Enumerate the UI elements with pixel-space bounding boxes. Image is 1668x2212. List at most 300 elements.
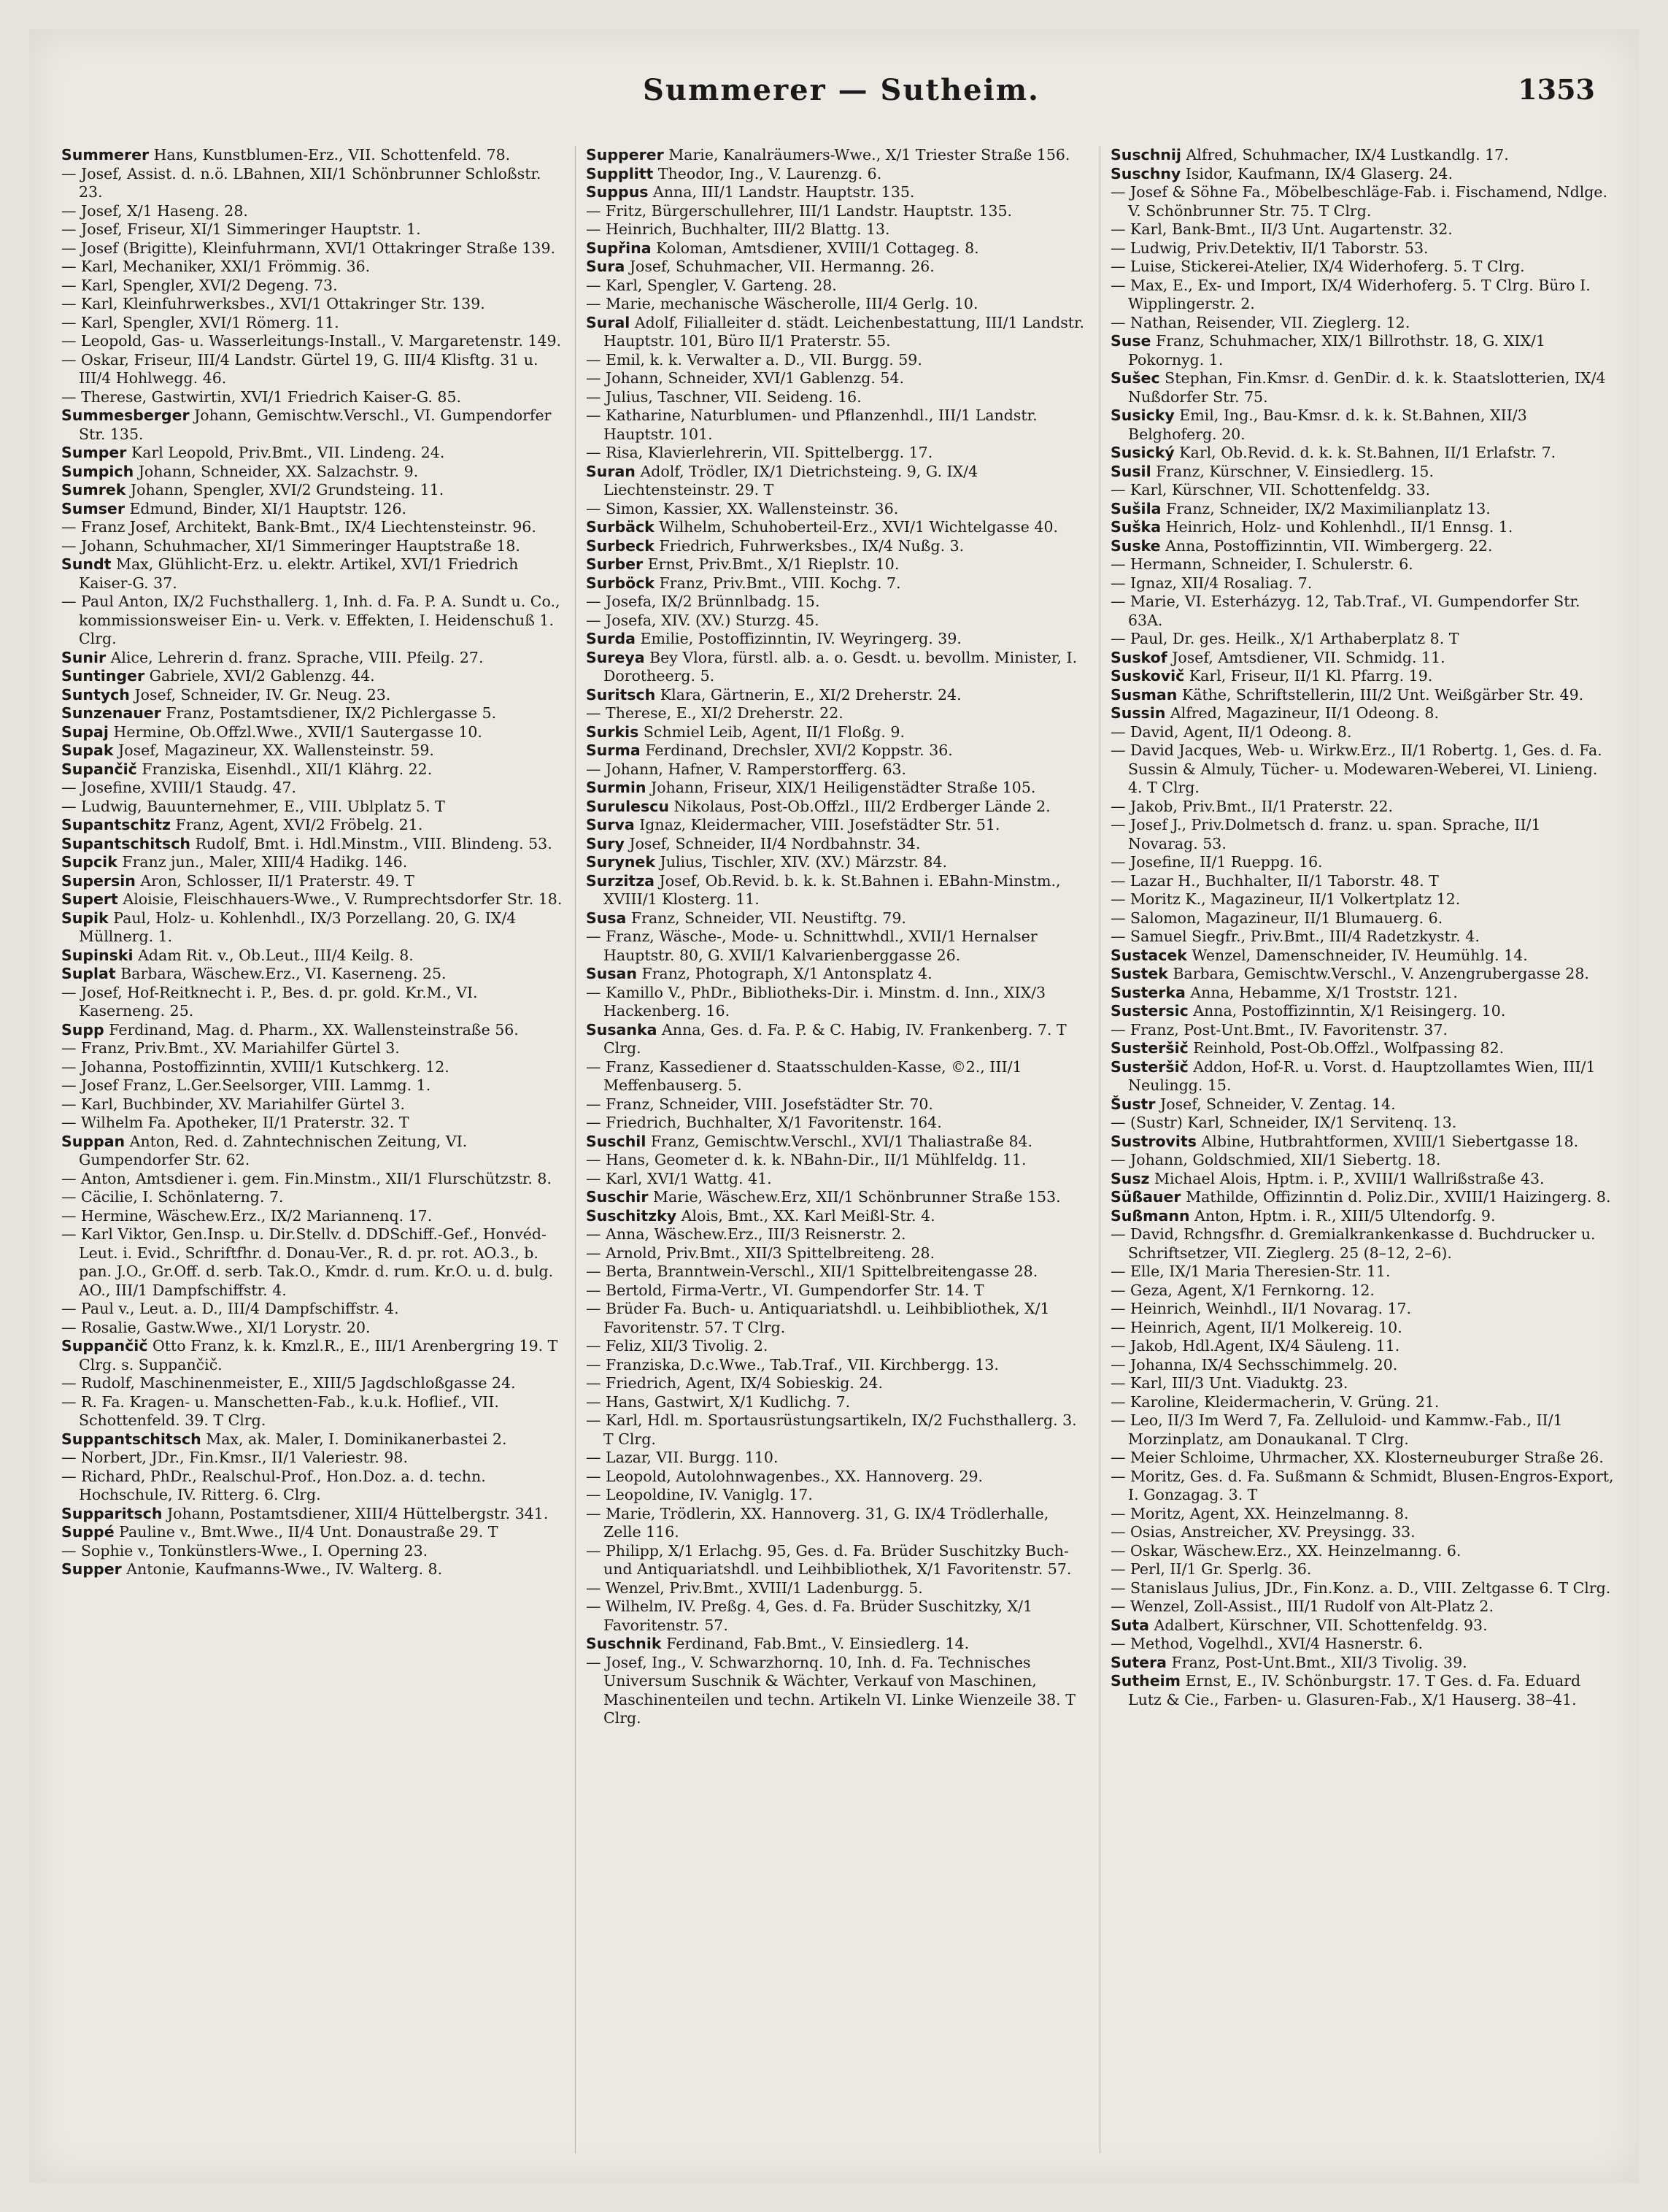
entry-details: Alice, Lehrerin d. franz. Sprache, VIII. Pfeilg. 27. xyxy=(110,648,484,666)
entry-details: Hermine, Ob.Offzl.Wwe., XVII/1 Sautergasse 10. xyxy=(113,722,482,741)
entry-details: — Karl, Hdl. m. Sportausrüstungsartikeln, IX/2 Fuchsthallerg. 3. T Clrg. xyxy=(586,1411,1077,1448)
entry-details: — Luise, Stickerei-Atelier, IX/4 Widerhoferg. 5. T Clrg. xyxy=(1111,258,1525,275)
entry-details: — Therese, Gastwirtin, XVI/1 Friedrich Kaiser-G. 85. xyxy=(61,388,462,406)
directory-entry xyxy=(586,1579,1089,1598)
entry-surname: Sunir xyxy=(61,648,107,666)
directory-entry xyxy=(61,388,565,407)
entry-details: — Osias, Anstreicher, XV. Preysingg. 33. xyxy=(1111,1523,1416,1541)
entry-details: — R. Fa. Kragen- u. Manschetten-Fab., k.u.k. Hoflief., VII. Schottenfeld. 39. T Clrg. xyxy=(61,1392,499,1429)
directory-entry xyxy=(586,165,1089,184)
directory-entry xyxy=(61,984,565,1021)
entry-surname: Sureya xyxy=(586,648,645,666)
entry-details: — Johann, Goldschmied, XII/1 Siebertg. 18. xyxy=(1111,1151,1441,1168)
entry-details: — Hans, Geometer d. k. k. NBahn-Dir., II/1 Mühlfeldg. 11. xyxy=(586,1151,1027,1168)
directory-entry xyxy=(586,965,1089,984)
entry-details: — Karl, Spengler, XVI/2 Degeng. 73. xyxy=(61,276,338,294)
entry-surname: Surulescu xyxy=(586,797,669,815)
entry-details: — Franziska, D.c.Wwe., Tab.Traf., VII. Kirchbergg. 13. xyxy=(586,1355,999,1373)
entry-details: — Berta, Branntwein-Verschl., XII/1 Spittelbreitengasse 28. xyxy=(586,1263,1038,1280)
directory-entry xyxy=(61,314,565,333)
directory-entry xyxy=(1111,1207,1614,1226)
entry-details: — Karl, Bank-Bmt., II/3 Unt. Augartenstr. 32. xyxy=(1111,220,1453,238)
entry-details: — Leopold, Autolohnwagenbes., XX. Hannoverg. 29. xyxy=(586,1467,984,1485)
directory-entry xyxy=(61,1225,565,1300)
directory-entry xyxy=(1111,1468,1614,1505)
entry-surname: Supersin xyxy=(61,871,136,890)
entry-surname: Sutera xyxy=(1111,1653,1167,1671)
directory-entry xyxy=(61,723,565,742)
directory-entry xyxy=(586,239,1089,258)
directory-entry xyxy=(1111,853,1614,872)
entry-surname: Süßauer xyxy=(1111,1188,1181,1206)
entry-details: Johann, Schneider, XX. Salzachstr. 9. xyxy=(138,462,419,480)
entry-details: — Sophie v., Tonkünstlers-Wwe., I. Operning 23. xyxy=(61,1541,428,1560)
entry-details: Marie, Kanalräumers-Wwe., X/1 Triester Straße 156. xyxy=(668,146,1070,163)
entry-details: Max, ak. Maler, I. Dominikanerbastei 2. xyxy=(206,1430,507,1448)
directory-entry xyxy=(586,593,1089,612)
directory-entry xyxy=(586,835,1089,854)
entry-details: — Therese, E., XI/2 Dreherstr. 22. xyxy=(586,704,843,722)
directory-entry xyxy=(61,1523,565,1542)
entry-details: — Hans, Gastwirt, X/1 Kudlichg. 7. xyxy=(586,1392,851,1411)
entry-surname: Suschny xyxy=(1111,164,1181,182)
entry-surname: Susicky xyxy=(1111,406,1175,424)
directory-entry xyxy=(1111,277,1614,314)
entry-surname: Suschitzky xyxy=(586,1206,677,1225)
entry-details: — Salomon, Magazineur, II/1 Blumauerg. 6. xyxy=(1111,909,1443,927)
entry-details: Anna, Hebamme, X/1 Troststr. 121. xyxy=(1190,983,1458,1001)
entry-surname: Susan xyxy=(586,965,637,982)
entry-details: — Method, Vogelhdl., XVI/4 Hasnerstr. 6. xyxy=(1111,1635,1424,1652)
entry-details: Adolf, Trödler, IX/1 Dietrichsteing. 9, G. IX/4 Liechtensteinstr. 29. T xyxy=(603,462,978,498)
entry-details: — Johann, Schuhmacher, XI/1 Simmeringer Hauptstraße 18. xyxy=(61,536,520,555)
directory-entry xyxy=(61,555,565,593)
directory-entry xyxy=(1111,816,1614,853)
directory-entry xyxy=(586,1058,1089,1095)
directory-entry xyxy=(586,760,1089,779)
entry-surname: Suske xyxy=(1111,536,1161,555)
entry-details: — Ludwig, Priv.Detektiv, II/1 Taborstr. 53. xyxy=(1111,239,1429,257)
entry-details: — Josef, Ing., V. Schwarzhornq. 10, Inh. d. Fa. Technisches Universum Suschnik & Wächter, Verkauf von Maschinen, Maschinenteilen und techn. Artikeln VI. Linke Wienzeile 38. T Clrg. xyxy=(586,1653,1076,1727)
directory-entry xyxy=(1111,984,1614,1003)
directory-entry xyxy=(1111,1225,1614,1263)
column-1 xyxy=(51,146,576,2154)
entry-details: Emilie, Postoffizinntin, IV. Weyringerg. 39. xyxy=(640,630,962,647)
directory-entry xyxy=(586,704,1089,723)
directory-entry xyxy=(586,220,1089,239)
entry-details: — Karl, Kleinfuhrwerksbes., XVI/1 Ottakringer Str. 139. xyxy=(61,295,485,312)
entry-details: — Wilhelm Fa. Apotheker, II/1 Praterstr. 32. T xyxy=(61,1114,409,1131)
entry-details: — Paul, Dr. ges. Heilk., X/1 Arthaberplatz 8. T xyxy=(1111,630,1459,647)
entry-details: Franz jun., Maler, XIII/4 Hadikg. 146. xyxy=(122,853,408,871)
entry-surname: Supparitsch xyxy=(61,1504,163,1522)
directory-entry xyxy=(1111,1002,1614,1021)
directory-entry xyxy=(1111,1058,1614,1095)
directory-entry xyxy=(1111,1133,1614,1152)
entry-details: — Leopoldine, IV. Vaniglg. 17. xyxy=(586,1486,813,1503)
entry-surname: Susteršič xyxy=(1111,1039,1189,1057)
directory-entry xyxy=(61,1468,565,1505)
entry-surname: Susterka xyxy=(1111,983,1186,1001)
entry-details: Johann, Gemischtw.Verschl., VI. Gumpendorfer Str. 135. xyxy=(79,406,552,443)
directory-entry xyxy=(61,649,565,668)
directory-entry xyxy=(1111,1523,1614,1542)
directory-entry xyxy=(586,1282,1089,1300)
entry-details: — Josef, Hof-Reitknecht i. P., Bes. d. pr. gold. Kr.M., VI. Kaserneng. 25. xyxy=(61,983,478,1020)
entry-details: — Brüder Fa. Buch- u. Antiquariatshdl. u. Leihbibliothek, X/1 Favoritenstr. 57. T Clrg. xyxy=(586,1300,1050,1336)
entry-details: Emil, Ing., Bau-Kmsr. d. k. k. St.Bahnen, XII/3 Belghoferg. 20. xyxy=(1128,406,1527,443)
entry-details: — Geza, Agent, X/1 Fernkorng. 12. xyxy=(1111,1281,1375,1299)
entry-surname: Suschnik xyxy=(586,1635,662,1652)
directory-entry xyxy=(586,1300,1089,1337)
directory-entry xyxy=(1111,258,1614,277)
directory-entry xyxy=(61,444,565,463)
directory-entry xyxy=(586,686,1089,705)
entry-details: Theodor, Ing., V. Laurenzg. 6. xyxy=(657,164,882,182)
entry-surname: Susman xyxy=(1111,685,1178,704)
entry-details: Franz, Schuhmacher, XIX/1 Billrothstr. 18, G. XIX/1 Pokornyg. 1. xyxy=(1128,332,1545,369)
entry-details: Bey Vlora, fürstl. alb. a. o. Gesdt. u. bevollm. Minister, I. Dorotheerg. 5. xyxy=(603,648,1078,685)
directory-entry xyxy=(1111,1300,1614,1319)
directory-entry xyxy=(1111,183,1614,220)
directory-entry xyxy=(586,1151,1089,1170)
directory-entry xyxy=(61,686,565,705)
entry-surname: Surynek xyxy=(586,853,655,871)
entry-details: Otto Franz, k. k. Kmzl.R., E., III/1 Arenbergring 19. T Clrg. s. Suppančič. xyxy=(79,1337,558,1373)
entry-details: — Johanna, Postoffizinntin, XVIII/1 Kutschkerg. 12. xyxy=(61,1057,449,1076)
entry-details: Johann, Spengler, XVI/2 Grundsteing. 11. xyxy=(130,481,444,498)
directory-entry xyxy=(1111,741,1614,798)
entry-details: Käthe, Schriftstellerin, III/2 Unt. Weißgärber Str. 49. xyxy=(1181,685,1584,704)
entry-details: Franz, Schneider, IX/2 Maximilianplatz 13. xyxy=(1165,499,1491,517)
directory-entry xyxy=(61,258,565,277)
directory-entry xyxy=(1111,909,1614,928)
directory-entry xyxy=(61,1560,565,1579)
directory-entry xyxy=(1111,947,1614,966)
directory-entry xyxy=(586,798,1089,817)
entry-details: — Josef (Brigitte), Kleinfuhrmann, XVI/1 Ottakringer Straße 139. xyxy=(61,239,556,257)
entry-details: — Arnold, Priv.Bmt., XII/3 Spittelbreiteng. 28. xyxy=(586,1244,935,1262)
directory-entry xyxy=(586,649,1089,686)
entry-details: — Karl, Spengler, XVI/1 Römerg. 11. xyxy=(61,313,339,331)
entry-surname: Sušec xyxy=(1111,369,1160,387)
entry-details: — Karl, Spengler, V. Garteng. 28. xyxy=(586,276,837,294)
entry-details: Josef, Schneider, II/4 Nordbahnstr. 34. xyxy=(629,834,921,852)
entry-surname: Suschir xyxy=(586,1188,649,1206)
entry-surname: Surzitza xyxy=(586,871,655,890)
entry-details: Barbara, Gemischtw.Verschl., V. Anzengrubergasse 28. xyxy=(1173,965,1589,982)
entry-details: — Perl, II/1 Gr. Sperlg. 36. xyxy=(1111,1560,1312,1578)
directory-entry xyxy=(586,1356,1089,1375)
directory-entry xyxy=(61,481,565,500)
entry-details: Ernst, E., IV. Schönburgstr. 17. T Ges. d. Fa. Eduard Lutz & Cie., Farben- u. Glasuren-Fab., X/1 Hauserg. 38–41. xyxy=(1128,1672,1581,1708)
entry-details: Stephan, Fin.Kmsr. d. GenDir. d. k. k. Staatslotterien, IX/4 Nußdorfer Str. 75. xyxy=(1128,369,1606,406)
entry-details: — Nathan, Reisender, VII. Zieglerg. 12. xyxy=(1111,313,1410,331)
entry-details: — Friedrich, Agent, IX/4 Sobieskig. 24. xyxy=(586,1374,884,1392)
entry-details: — Marie, VI. Esterházyg. 12, Tab.Traf., VI. Gumpendorfer Str. 63A. xyxy=(1111,593,1580,629)
directory-entry xyxy=(1111,1411,1614,1449)
directory-entry xyxy=(61,1039,565,1058)
directory-entry xyxy=(61,1337,565,1374)
entry-surname: Suplat xyxy=(61,965,116,982)
entry-details: Max, Glühlicht-Erz. u. elektr. Artikel, XVI/1 Friedrich Kaiser-G. 37. xyxy=(79,555,519,592)
column-2 xyxy=(576,146,1100,2154)
directory-entry xyxy=(586,183,1089,202)
entry-details: — David, Rchngsfhr. d. Gremialkrankenkasse d. Buchdrucker u. Schriftsetzer, VII. Zieglerg. 25 (8–12, 2–6). xyxy=(1111,1225,1596,1262)
entry-details: — Heinrich, Weinhdl., II/1 Novarag. 17. xyxy=(1111,1300,1412,1317)
directory-entry xyxy=(61,909,565,947)
entry-details: Karl Leopold, Priv.Bmt., VII. Lindeng. 24. xyxy=(131,444,445,461)
directory-entry xyxy=(1111,1356,1614,1375)
directory-entry xyxy=(61,518,565,537)
entry-details: Alfred, Schuhmacher, IX/4 Lustkandlg. 17. xyxy=(1186,146,1509,163)
entry-details: Nikolaus, Post-Ob.Offzl., III/2 Erdberger Lände 2. xyxy=(673,797,1051,815)
directory-entry xyxy=(1111,1319,1614,1338)
directory-entry xyxy=(61,332,565,351)
entry-surname: Surber xyxy=(586,555,644,573)
directory-entry xyxy=(586,1095,1089,1114)
directory-entry xyxy=(61,1076,565,1095)
entry-details: — Josef Franz, L.Ger.Seelsorger, VIII. Lammg. 1. xyxy=(61,1076,431,1094)
directory-entry xyxy=(586,1505,1089,1542)
entry-details: — Josefa, XIV. (XV.) Sturzg. 45. xyxy=(586,611,819,629)
entry-details: Paul, Holz- u. Kohlenhdl., IX/3 Porzellang. 20, G. IX/4 Müllnerg. 1. xyxy=(79,909,517,945)
directory-entry xyxy=(586,1207,1089,1226)
directory-entry xyxy=(1111,220,1614,239)
directory-entry xyxy=(1111,890,1614,909)
directory-entry xyxy=(61,1319,565,1338)
entry-surname: Sušila xyxy=(1111,499,1162,517)
entry-surname: Sumper xyxy=(61,444,127,461)
directory-entry xyxy=(61,1021,565,1040)
directory-entry xyxy=(1111,1654,1614,1673)
entry-details: — Anton, Amtsdiener i. gem. Fin.Minstm., XII/1 Flurschützstr. 8. xyxy=(61,1169,552,1187)
directory-entry xyxy=(586,202,1089,221)
entry-details: — Josefa, IX/2 Brünnlbadg. 15. xyxy=(586,593,820,610)
entry-surname: Surböck xyxy=(586,574,655,592)
directory-entry xyxy=(61,890,565,909)
directory-entry xyxy=(586,1225,1089,1244)
entry-details: Aloisie, Fleischhauers-Wwe., V. Rumprechtsdorfer Str. 18. xyxy=(123,890,563,908)
entry-surname: Sumrek xyxy=(61,481,126,498)
entry-details: Antonie, Kaufmanns-Wwe., IV. Walterg. 8. xyxy=(126,1560,443,1578)
entry-surname: Surmin xyxy=(586,779,646,796)
entry-details: Adam Rit. v., Ob.Leut., III/4 Keilg. 8. xyxy=(138,946,414,964)
directory-entry xyxy=(61,872,565,891)
directory-entry xyxy=(1111,1449,1614,1468)
directory-entry xyxy=(586,779,1089,798)
directory-entry xyxy=(1111,798,1614,817)
entry-details: — Elle, IX/1 Maria Theresien-Str. 11. xyxy=(1111,1263,1391,1280)
entry-details: Johann, Friseur, XIX/1 Heiligenstädter Straße 105. xyxy=(650,779,1036,796)
directory-entry xyxy=(586,1374,1089,1393)
entry-surname: Surbäck xyxy=(586,518,655,536)
directory-entry xyxy=(1111,1616,1614,1635)
entry-details: — (Sustr) Karl, Schneider, IX/1 Servitenq. 13. xyxy=(1111,1114,1457,1131)
directory-entry xyxy=(586,1188,1089,1207)
entry-surname: Susil xyxy=(1111,462,1151,480)
entry-surname: Suntych xyxy=(61,685,130,704)
entry-surname: Supak xyxy=(61,741,114,759)
page-header xyxy=(73,73,1610,131)
entry-details: — Franz, Priv.Bmt., XV. Mariahilfer Gürtel 3. xyxy=(61,1039,400,1057)
entry-surname: Sussin xyxy=(1111,704,1166,722)
entry-surname: Susteršič xyxy=(1111,1057,1189,1076)
entry-details: Ignaz, Kleidermacher, VIII. Josefstädter Str. 51. xyxy=(639,816,1000,833)
entry-surname: Supcik xyxy=(61,853,117,871)
directory-entry xyxy=(1111,481,1614,500)
entry-details: — Lazar H., Buchhalter, II/1 Taborstr. 48. T xyxy=(1111,871,1439,890)
entry-details: — Marie, mechanische Wäscherolle, III/4 Gerlg. 10. xyxy=(586,295,978,312)
entry-details: Rudolf, Bmt. i. Hdl.Minstm., VIII. Blindeng. 53. xyxy=(195,834,552,852)
entry-surname: Sustersic xyxy=(1111,1002,1189,1020)
entry-details: — Anna, Wäschew.Erz., III/3 Reisnerstr. 2. xyxy=(586,1225,906,1243)
directory-entry xyxy=(586,295,1089,314)
entry-surname: Surma xyxy=(586,741,641,759)
directory-entry xyxy=(61,1505,565,1524)
directory-entry xyxy=(61,463,565,482)
entry-details: — Marie, Trödlerin, XX. Hannoverg. 31, G. IX/4 Trödlerhalle, Zelle 116. xyxy=(586,1504,1049,1541)
entry-details: — Josef, Assist. d. n.ö. LBahnen, XII/1 Schönbrunner Schloßstr. 23. xyxy=(61,164,541,201)
entry-details: — Wenzel, Priv.Bmt., XVIII/1 Ladenburgg. 5. xyxy=(586,1579,923,1597)
directory-entry xyxy=(586,388,1089,407)
directory-entry xyxy=(1111,1188,1614,1207)
directory-entry xyxy=(586,1486,1089,1505)
entry-details: Franz, Kürschner, V. Einsiedlerg. 15. xyxy=(1156,462,1434,480)
directory-entry xyxy=(61,1058,565,1077)
entry-surname: Sural xyxy=(586,313,630,331)
entry-details: — Johann, Hafner, V. Ramperstorfferg. 63. xyxy=(586,760,907,778)
directory-entry xyxy=(1111,406,1614,444)
entry-details: Aron, Schlosser, II/1 Praterstr. 49. T xyxy=(140,871,414,890)
entry-surname: Suppantschitsch xyxy=(61,1430,201,1448)
directory-entry xyxy=(61,835,565,854)
directory-entry xyxy=(586,500,1089,519)
directory-entry xyxy=(61,295,565,314)
directory-entry xyxy=(586,984,1089,1021)
entry-details: — Karl, Buchbinder, XV. Mariahilfer Gürtel 3. xyxy=(61,1095,405,1113)
entry-surname: Suppé xyxy=(61,1523,115,1541)
entry-surname: Supper xyxy=(61,1560,122,1578)
entry-surname: Susanka xyxy=(586,1020,657,1038)
entry-details: Klara, Gärtnerin, E., XI/2 Dreherstr. 24. xyxy=(660,685,962,704)
entry-details: Franz, Postamtsdiener, IX/2 Pichlergasse 5. xyxy=(166,704,497,722)
directory-entry xyxy=(586,518,1089,537)
entry-details: — Oskar, Wäschew.Erz., XX. Heinzelmanng. 6. xyxy=(1111,1541,1462,1560)
entry-details: — Karl, Mechaniker, XXI/1 Frömmig. 36. xyxy=(61,258,371,275)
entry-surname: Sumpich xyxy=(61,462,134,480)
entry-surname: Supperer xyxy=(586,146,664,163)
entry-details: — Franz, Schneider, VIII. Josefstädter Str. 70. xyxy=(586,1095,933,1113)
directory-entry xyxy=(1111,444,1614,463)
directory-entry xyxy=(61,1133,565,1170)
entry-details: Anna, Ges. d. Fa. P. & C. Habig, IV. Frankenberg. 7. T Clrg. xyxy=(603,1020,1067,1057)
entry-surname: Sumser xyxy=(61,499,125,517)
entry-details: — Philipp, X/1 Erlachg. 95, Ges. d. Fa. Brüder Suschitzky Buch- und Antiquariatshdl. und Leihbibliothek, X/1 Favoritenstr. 57. xyxy=(586,1541,1072,1578)
directory-entry xyxy=(61,704,565,723)
directory-entry xyxy=(1111,630,1614,649)
entry-surname: Suška xyxy=(1111,518,1162,536)
directory-entry xyxy=(586,1411,1089,1449)
entry-details: — Emil, k. k. Verwalter a. D., VII. Burgg. 59. xyxy=(586,350,922,369)
directory-entry xyxy=(61,202,565,221)
entry-surname: Suskof xyxy=(1111,648,1167,666)
entry-details: — Josef, X/1 Haseng. 28. xyxy=(61,201,248,220)
directory-entry xyxy=(61,165,565,202)
entry-surname: Suran xyxy=(586,462,636,480)
entry-surname: Susz xyxy=(1111,1169,1150,1187)
directory-entry xyxy=(61,1300,565,1319)
entry-details: — Jakob, Priv.Bmt., II/1 Praterstr. 22. xyxy=(1111,797,1394,815)
entry-surname: Summerer xyxy=(61,146,150,163)
directory-entry xyxy=(586,1114,1089,1133)
entry-details: Wilhelm, Schuhoberteil-Erz., XVI/1 Wichtelgasse 40. xyxy=(659,518,1059,536)
entry-details: Anna, Postoffizinntin, VII. Wimbergerg. 22. xyxy=(1165,536,1493,555)
entry-details: Franz, Photograph, X/1 Antonsplatz 4. xyxy=(641,965,933,982)
directory-entry xyxy=(586,872,1089,909)
entry-details: Schmiel Leib, Agent, II/1 Floßg. 9. xyxy=(643,722,905,741)
directory-entry xyxy=(61,1393,565,1430)
directory-entry xyxy=(61,1374,565,1393)
directory-entry xyxy=(1111,667,1614,686)
directory-entry xyxy=(586,1654,1089,1728)
entry-details: Karl, Friseur, II/1 Kl. Pfarrg. 19. xyxy=(1189,667,1433,685)
directory-entry xyxy=(61,1207,565,1226)
directory-entry xyxy=(1111,1635,1614,1654)
directory-entry xyxy=(586,816,1089,835)
entry-surname: Sustrovits xyxy=(1111,1132,1197,1150)
directory-entry xyxy=(1111,1170,1614,1189)
directory-entry xyxy=(1111,1095,1614,1114)
directory-entry xyxy=(586,1635,1089,1654)
entry-details: — Risa, Klavierlehrerin, VII. Spittelbergg. 17. xyxy=(586,444,933,461)
directory-entry xyxy=(61,220,565,239)
directory-entry xyxy=(1111,1282,1614,1300)
directory-entry xyxy=(1111,1263,1614,1282)
entry-details: — Stanislaus Julius, JDr., Fin.Konz. a. D., VIII. Zeltgasse 6. T Clrg. xyxy=(1111,1579,1611,1597)
entry-details: Edmund, Binder, XI/1 Hauptstr. 126. xyxy=(129,499,407,517)
entry-surname: Suntinger xyxy=(61,667,145,685)
entry-details: — Katharine, Naturblumen- und Pflanzenhdl., III/1 Landstr. Hauptstr. 101. xyxy=(586,406,1038,443)
entry-details: — Leo, II/3 Im Werd 7, Fa. Zelluloid- und Kammw.-Fab., II/1 Morzinplatz, am Donaukanal. T Clrg. xyxy=(1111,1411,1563,1448)
directory-entry xyxy=(1111,1542,1614,1561)
directory-entry xyxy=(586,258,1089,277)
directory-entry xyxy=(1111,574,1614,593)
entry-details: — Josef, Friseur, XI/1 Simmeringer Hauptstr. 1. xyxy=(61,220,421,238)
directory-entry xyxy=(586,1393,1089,1412)
entry-details: — Meier Schloime, Uhrmacher, XX. Klosterneuburger Straße 26. xyxy=(1111,1449,1604,1466)
entry-details: Pauline v., Bmt.Wwe., II/4 Unt. Donaustraße 29. T xyxy=(119,1523,498,1541)
directory-entry xyxy=(61,816,565,835)
directory-entry xyxy=(61,798,565,817)
entry-details: — Norbert, JDr., Fin.Kmsr., II/1 Valeriestr. 98. xyxy=(61,1449,408,1466)
directory-entry xyxy=(586,146,1089,165)
entry-details: — Karl, III/3 Unt. Viaduktg. 23. xyxy=(1111,1374,1348,1392)
directory-entry xyxy=(586,1263,1089,1282)
directory-entry xyxy=(61,277,565,296)
entry-details: — David, Agent, II/1 Odeong. 8. xyxy=(1111,722,1352,741)
entry-details: — Rosalie, Gastw.Wwe., XI/1 Lorystr. 20. xyxy=(61,1318,371,1336)
entry-details: — Simon, Kassier, XX. Wallensteinstr. 36. xyxy=(586,499,899,517)
directory-entry xyxy=(1111,146,1614,165)
directory-entry xyxy=(1111,332,1614,369)
entry-details: — Moritz, Ges. d. Fa. Sußmann & Schmidt, Blusen-Engros-Export, I. Gonzagag. 3. T xyxy=(1111,1467,1614,1503)
entry-details: Josef, Magazineur, XX. Wallensteinstr. 59. xyxy=(118,741,434,759)
entry-details: — Josefine, II/1 Rueppg. 16. xyxy=(1111,853,1323,871)
entry-details: Heinrich, Holz- und Kohlenhdl., II/1 Ennsg. 1. xyxy=(1165,518,1513,536)
page-number: 1353 xyxy=(1518,73,1595,106)
page-title: Summerer — Sutheim. xyxy=(643,73,1040,107)
